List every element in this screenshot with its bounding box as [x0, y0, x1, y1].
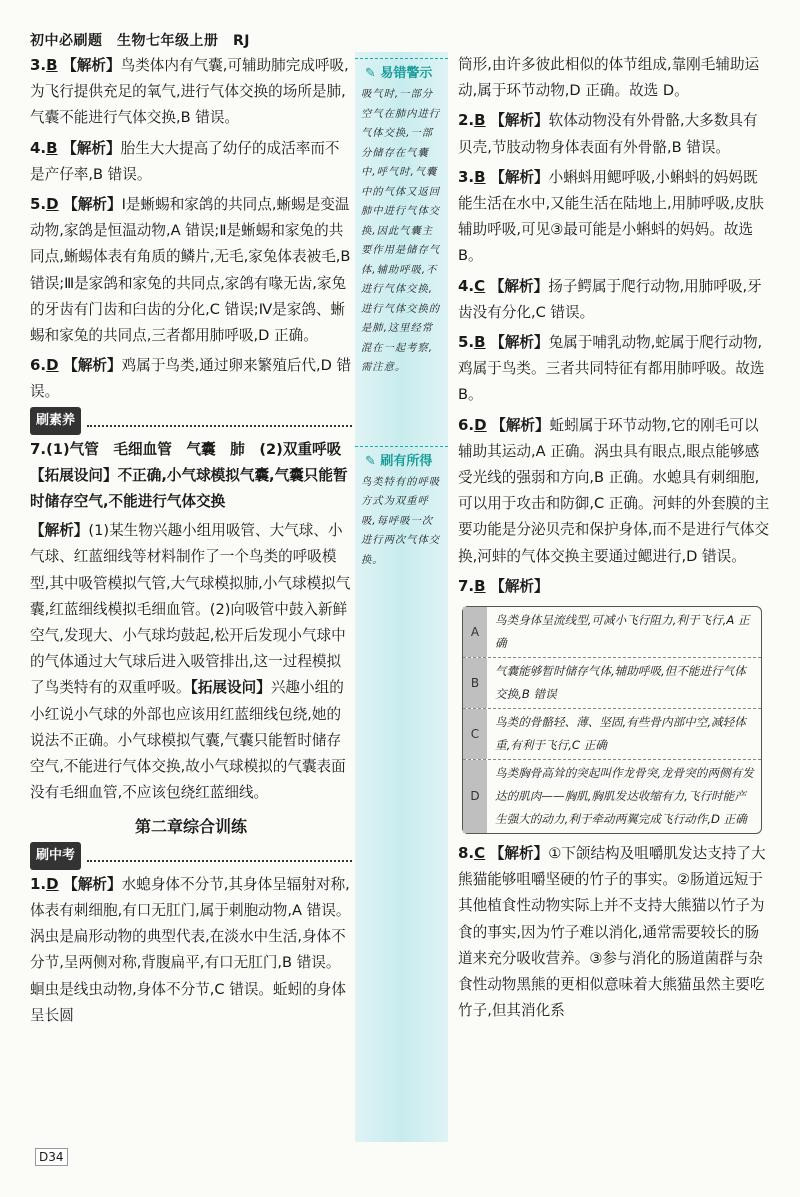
page-number: D34 — [35, 1148, 68, 1166]
option-row-c: C 鸟类的骨骼轻、薄、坚固,有些骨内部中空,减轻体重,有利于飞行,C 正确 — [463, 709, 761, 760]
tip-takeaway-title: ✎ 刷有所得 — [355, 446, 448, 473]
margin-notes — [355, 52, 448, 1142]
answer-item-7-analysis: 【解析】(1)某生物兴趣小组用吸管、大气球、小气球、红蓝细线等材料制作了一个鸟类的呼吸模型,其中吸管模拟气管,大气球模拟肺,小气球模拟气囊,红蓝细线模拟毛细血管。(2)向吸管中鼓入新鲜空气,发现大、小气球均鼓起,松开后发现小气球中的气体通过大气球后进入吸管排出,这一过程模拟了鸟类特有的双重呼吸。【拓展设问】兴趣小组的小红说小气球的外部也应该用红蓝细线包绕,她的说法不正确。小气球模拟气囊,气囊只能暂时储存空气,不能进行气体交换,故小气球模拟的气囊表面没有毛细血管,不应该包绕红蓝细线。 — [30, 522, 351, 802]
tip-takeaway-body: 鸟类特有的呼吸方式为双重呼吸,每呼吸一次进行两次气体交换。 — [361, 475, 441, 566]
exam-item-7: 7.B 【解析】 — [458, 576, 549, 595]
exam-item-1-continued: 筒形,由许多彼此相似的体节组成,靠刚毛辅助运动,属于环节动物,D 正确。故选 D。 — [458, 56, 760, 100]
left-column — [30, 52, 356, 1032]
exam-item-1: 1.D 【解析】水螅身体不分节,其身体呈辐射对称,体表有刺细胞,有口无肛门,属于刺胞动物,A 错误。涡虫是扁形动物的典型代表,在淡水中生活,身体不分节,呈两侧对称,背腹扁平,有口无肛门,B 错误。蛔虫是线虫动物,身体不分节,C 错误。蚯蚓的身体呈长圆 — [30, 874, 351, 1024]
answer-item-5: 5.D 【解析】Ⅰ是蜥蜴和家鸽的共同点,蜥蜴是变温动物,家鸽是恒温动物,A 错误;Ⅱ是蜥蜴和家兔的共同点,蜥蜴体表有角质的鳞片,无毛,家兔体表被毛,B 错误;Ⅲ是家鸽和家兔的共同点,家鸽有喙无齿,家兔的牙齿有门齿和臼齿的分化,C 错误;Ⅳ是家鸽、蜥蜴和家兔的共同点,三者都用肺呼吸,D 正确。 — [30, 195, 351, 345]
exam-item-4: 4.C 【解析】扬子鳄属于爬行动物,用肺呼吸,牙齿没有分化,C 错误。 — [458, 276, 762, 321]
option-row-a: A 鸟类身体呈流线型,可减小飞行阻力,利于飞行,A 正确 — [463, 607, 761, 658]
exam-item-3: 3.B 【解析】小蝌蚪用鳃呼吸,小蝌蚪的妈妈既能生活在水中,又能生活在陆地上,用肺呼吸,皮肤辅助呼吸,可见③最可能是小蝌蚪的妈妈。故选 B。 — [458, 167, 764, 265]
exam-item-6: 6.D 【解析】蚯蚓属于环节动物,它的刚毛可以辅助其运动,A 正确。涡虫具有眼点,眼点能够感受光线的强弱和方向,B 正确。水螅具有刺细胞,可以用于攻击和防御,C 正确。河蚌的外套膜的主要功能是分泌贝壳和保护身体,而不是进行气体交换,河蚌的气体交换主要通过鳃进行,D 错误。 — [458, 415, 770, 565]
tip-error-warning-body: 吸气时,一部分空气在肺内进行气体交换,一部分储存在气囊中,呼气时,气囊中的气体又返回肺中进行气体交换,因此气囊主要作用是储存气体,辅助呼吸,不进行气体交换,进行气体交换的是肺,这里经常混在一起考察,需注意。 — [361, 88, 441, 373]
running-header: 初中必刷题 生物七年级上册 RJ — [30, 33, 250, 49]
answer-item-6: 6.D 【解析】鸡属于鸟类,通过卵来繁殖后代,D 错误。 — [30, 356, 352, 401]
tip-error-warning-title: ✎ 易错警示 — [355, 58, 448, 85]
answer-item-3: 3.B 【解析】鸟类体内有气囊,可辅助肺完成呼吸,为飞行提供充足的氧气,进行气体交换的场所是肺,气囊不能进行气体交换,B 错误。 — [30, 56, 349, 127]
section-bar-exam: 刷中考 — [30, 845, 352, 867]
option-analysis-table — [462, 606, 762, 834]
exam-item-2: 2.B 【解析】软体动物没有外骨骼,大多数具有贝壳,节肢动物身体表面有外骨骼,B 错误。 — [458, 111, 758, 156]
section-bar-literacy: 刷素养 — [30, 410, 352, 432]
chapter-title: 第二章综合训练 — [134, 817, 247, 837]
exam-item-5: 5.B 【解析】兔属于哺乳动物,蛇属于爬行动物,鸡属于鸟类。三者共同特征有都用肺呼吸。故选 B。 — [458, 333, 765, 404]
exam-item-8: 8.C 【解析】①下颌结构及咀嚼肌发达支持了大熊猫能够咀嚼坚硬的竹子的事实。②肠道远短于其他植食性动物实际上并不支持大熊猫以竹子为食的事实,因为竹子难以消化,通常需要较长的肠道来充分吸收营养。③参与消化的肠道菌群与杂食性动物黑熊的更相似意味着大熊猫虽然主要吃竹子,但其消化系 — [458, 844, 766, 1020]
right-column — [458, 52, 772, 1027]
answer-item-4: 4.B 【解析】胎生大大提高了幼仔的成活率而不是产仔率,B 错误。 — [30, 138, 340, 183]
answer-item-7: 7.(1)气管 毛细血管 气囊 肺 (2)双重呼吸 【拓展设问】不正确,小气球模拟气囊,气囊只能暂时储存空气,不能进行气体交换 — [30, 439, 356, 511]
option-row-b: B 气囊能够暂时储存气体,辅助呼吸,但不能进行气体交换,B 错误 — [463, 658, 761, 709]
option-row-d: D 鸟类胸骨高耸的突起叫作龙骨突,龙骨突的两侧有发达的肌肉——胸肌,胸肌发达收缩有力,飞行时能产生强大的动力,利于牵动两翼完成飞行动作,D 正确 — [463, 760, 761, 833]
